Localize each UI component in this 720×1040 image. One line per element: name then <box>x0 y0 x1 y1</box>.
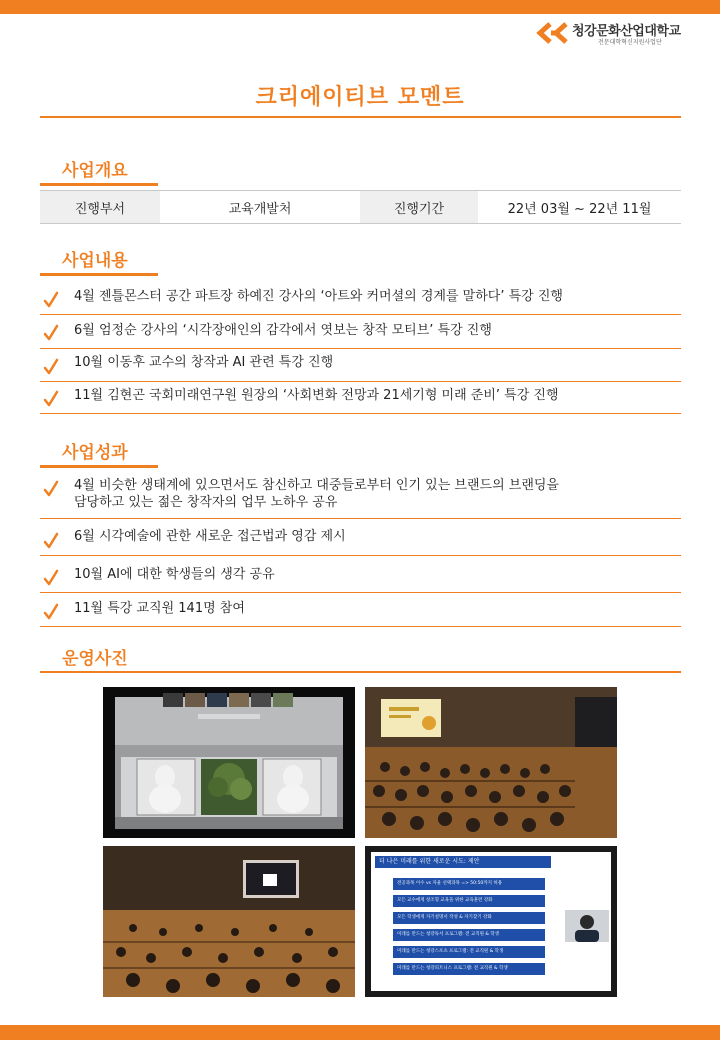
check-icon <box>42 532 60 550</box>
content-item-text: 4월 젠틀몬스터 공간 파트장 하예진 강사의 ‘아트와 커머셜의 경계를 말하다’ 특강 진행 <box>74 289 563 304</box>
check-icon <box>42 291 60 309</box>
speaker-video-thumbnail <box>565 910 609 942</box>
photo-lecture-hall-audience <box>365 687 617 838</box>
slide-heading: 더 나은 미래를 위한 새로운 시도: 제안 <box>375 856 551 868</box>
content-item-text: 10월 이동후 교수의 창작과 AI 관련 특강 진행 <box>74 355 334 370</box>
check-icon <box>42 390 60 408</box>
slide-row: 모든 학생에게 자기설명서 작성 & 자기찾기 강화 <box>393 912 545 924</box>
result-item-line1: 10월 AI에 대한 학생들의 생각 공유 <box>74 567 275 582</box>
section-heading-content: 사업내용 <box>62 251 128 271</box>
university-logo <box>536 20 706 48</box>
photo-ai-lecture-image <box>103 846 355 997</box>
photo-ai-lecture <box>103 846 355 997</box>
page-title: 크리에이티브 모멘트 <box>255 85 465 110</box>
result-item-line1: 4월 비슷한 생태계에 있으면서도 참신하고 대중들로부터 인기 있는 브랜드의 브랜딩을 <box>74 478 559 493</box>
title-divider <box>40 116 681 118</box>
ck-logo-icon <box>536 21 570 45</box>
content-item <box>40 382 681 414</box>
result-item-line2: 담당하고 있는 젊은 창작자의 업무 노하우 공유 <box>74 495 338 510</box>
result-item <box>40 470 681 519</box>
dept-value: 교육개발처 <box>228 201 292 217</box>
section-underline <box>40 671 681 673</box>
check-icon <box>42 603 60 621</box>
program-name: 전문대학혁신지원사업단 <box>598 39 662 46</box>
check-icon <box>42 569 60 587</box>
section-heading-overview: 사업개요 <box>62 161 128 181</box>
section-underline <box>40 465 158 468</box>
slide-row: 미래를 만드는 청강독서 프로그램: 전 교직원 & 학생 <box>393 929 545 941</box>
photo-lecture-hall-audience-image <box>365 687 617 838</box>
content-item <box>40 282 681 315</box>
photo-online-lecture <box>103 687 355 838</box>
slide-row: 미래를 만드는 청강스포츠 프로그램: 전 교직원 & 학생 <box>393 946 545 958</box>
result-item <box>40 593 681 627</box>
check-icon <box>42 480 60 498</box>
content-item-text: 11월 김현곤 국회미래연구원 원장의 ‘사회변화 전망과 21세기형 미래 준비’ 특강 진행 <box>74 388 559 403</box>
university-name: 청강문화산업대학교 <box>572 24 681 39</box>
result-item <box>40 556 681 593</box>
slide-row: 전공과목 이수 vs 자율 선택과목 => 50:50까지 허용 <box>393 878 545 890</box>
dept-label: 진행부서 <box>40 191 160 223</box>
slide-row: 미래를 만드는 청강피트니스 프로그램: 전 교직원 & 학생 <box>393 963 545 975</box>
section-underline <box>40 183 158 186</box>
content-item <box>40 315 681 349</box>
bottom-accent-bar <box>0 1025 720 1040</box>
section-underline <box>40 273 158 276</box>
result-item <box>40 519 681 556</box>
period-label: 진행기간 <box>360 191 478 223</box>
check-icon <box>42 324 60 342</box>
period-value: 22년 03월 ~ 22년 11월 <box>507 201 652 217</box>
overview-table <box>40 190 681 224</box>
result-item-line1: 6월 시각예술에 관한 새로운 접근법과 영감 제시 <box>74 529 346 544</box>
photo-online-presentation <box>365 846 617 997</box>
result-item-line1: 11월 특강 교직원 141명 참여 <box>74 601 245 616</box>
slide <box>371 852 611 991</box>
check-icon <box>42 358 60 376</box>
slide-row: 모든 교수에게 창조형 교육을 위한 교육훈련 강화 <box>393 895 545 907</box>
top-accent-bar <box>0 0 720 14</box>
section-heading-photos: 운영사진 <box>62 649 128 669</box>
content-item <box>40 349 681 382</box>
photo-online-lecture-image <box>103 687 355 838</box>
section-heading-results: 사업성과 <box>62 443 128 463</box>
content-item-text: 6월 엄정순 강사의 ‘시각장애인의 감각에서 엿보는 창작 모티브’ 특강 진행 <box>74 323 492 338</box>
